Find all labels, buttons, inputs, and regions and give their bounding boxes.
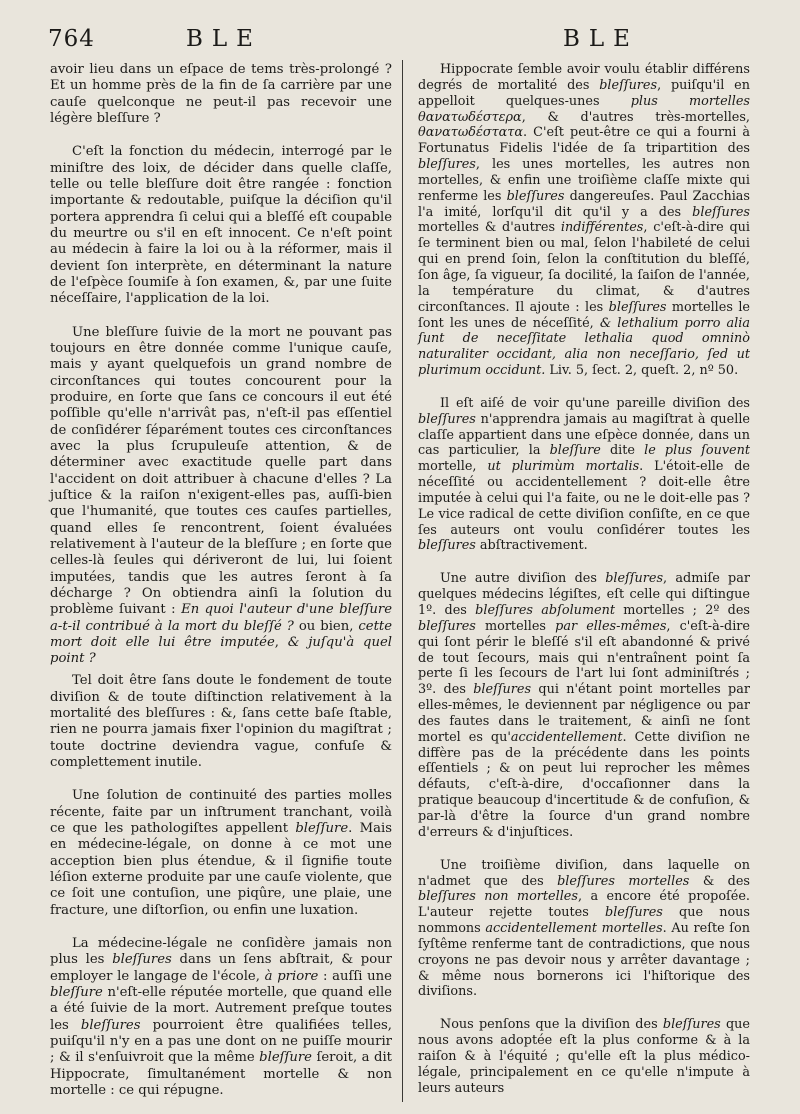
italic-text: bleſſure [50,985,103,1001]
italic-text: ut plurimùm mortalis [487,459,640,475]
body-text: mortelles ; 2º des [615,603,750,618]
body-text: , c'eſt-à-dire qui ſont périr le bleſſé s'il eſt abandonné & privé de tout ſecours, mais qui n'entraînent point ſa perte ſi les ſecours de l'art lui ſont adminiſtrés ; 3º. des [418,618,750,698]
body-text: Nous penſons que la diviſion des [440,1017,663,1033]
italic-text: bleſſure [549,443,601,459]
body-text: mortelle, [418,459,488,475]
italic-text: à priore [264,968,319,984]
italic-text: bleſſures [506,188,565,204]
italic-text: & lethalium porro alia ſunt de neceſſitate lethalia quod omninò naturaliter occidant, alia non neceſſario, ſed ut plurimum occidunt. [418,315,750,379]
column-divider [402,60,403,1102]
body-text: . Cette diviſion ne diffère pas de la précédente dans les points eſſentiels ; & on peut lui reprocher les mêmes défauts, c'eſt-à-dire, d'occaſionner dans la pratique beaucoup d'incertitude & de confuſion, & par-là d'être la ſource d'un grand nombre d'erreurs & d'injuſtices. [418,729,750,840]
body-text: . L'étoit-elle de néceſſité ou accidentellement ? doit-elle être imputée à celui qui l'a faite, ou ne le doit-elle pas ? Le vice radical de cette diviſion conſiſte, en ce que ſes auteurs ont voulu conſidérer toutes les [418,459,751,538]
italic-text: & juſqu'à quel point ? [50,634,392,667]
paragraph [50,325,392,668]
body-text: abſtractivement. [475,538,588,554]
italic-text: bleſſures non mortelles [418,889,578,905]
italic-text: le plus ſouvent [644,443,751,459]
body-text: Une bleſſure ſuivie de la mort ne pouvant pas toujours en être donnée comme l'unique cauſe, mais y ayant quelquefois un grand nombre de circonſtances qui toutes concourent pour la produire, en ſorte que ſans ce concours il eut été poſſible qu'elle n'arrivât pas, n'eſt-il pas eſſentiel de conſidérer ſéparément toutes ces circonſtances avec la plus ſcrupuleuſe attention, & de déterminer avec exactitude quelle part dans l'accident on doit attribuer à chacune d'elles ? La juſtice & la raiſon n'exigent-elles pas, auſſi-bien que l'humanité, que toutes ces cauſes partielles, quand elles ſe rencontrent, ſoient évaluées relativement à l'auteur de la bleſſure ; en ſorte que celles-là ſeules qui dériveront de lui, lui ſoient imputées, tandis que les autres ſeront à ſa décharge ? On obtiendra ainſi la ſolution du problème ſuivant : [50,324,392,618]
italic-text: accidentellement [510,729,623,745]
italic-text: bleſſures [605,571,664,587]
italic-text: par elles-mêmes [555,618,667,634]
italic-text: bleſſures abſolument [475,603,615,618]
italic-text: bleſſures mortelles [557,873,690,889]
body-text: mortelles & d'autres [418,220,561,236]
italic-text: bleſſures [418,157,476,173]
body-text: La médecine-légale ne conſidère jamais non plus les [50,936,392,968]
body-text: , & d'autres très-mortelles, [521,109,750,125]
body-text: dangereuſes. Paul Zacchias l'a imité, lorſqu'il dit qu'il y a des [418,188,750,220]
italic-text: bleſſures [418,538,476,554]
page-header [0,26,800,56]
body-text: Une troiſième diviſion, dans laquelle on n'admet que des [418,857,750,889]
body-text: & des [689,873,750,889]
right-column [418,62,750,1096]
paragraph [418,571,750,840]
body-text: dans un ſens abſtrait, & pour employer le langage de l'école, [50,952,392,984]
page-number: 764 [48,26,95,52]
body-text: . Mais en médecine-légale, on donne à ce mot une acception bien plus étendue, & il ſignifie toute léſion externe produite par une cauſe violente, que ce ſoit une contuſion, une piqûre, une plaie, une fracture, une diſtorſion, ou enfin une luxation. [50,821,392,918]
italic-text: cette mort doit elle lui être imputée [50,618,392,650]
paragraph [50,936,392,1099]
body-text: n'eſt-elle réputée mortelle, que quand elle a été ſuivie de la mort. Autrement preſque toutes les [50,985,392,1033]
body-text: dite [600,443,645,459]
italic-text: bleſſures [599,77,658,93]
paragraph [418,396,750,554]
body-text: mortelles [475,618,556,634]
body-text: Une autre diviſion des [440,571,606,587]
body-text: . C'eſt peut-être ce qui a fourni à Fortunatus Fidelis l'idée de ſa tripartition des [418,125,750,157]
italic-text: accidentellement mortelles [485,921,663,937]
body-text: Il eſt aiſé de voir qu'une pareille diviſion des [440,395,750,411]
paragraph [50,788,392,919]
italic-text: bleſſure [295,821,349,837]
body-text: , c'eſt-à-dire qui ſe terminent bien ou mal, ſelon l'habileté de celui qui en prend ſoin, ſelon la conſtitution du bleſſé, ſon âge, ſa vigueur, ſa docilité, la ſaiſon de l'année, la température du climat, & d'autres circonſtances. Il ajoute : les [418,220,751,315]
body-text: , les unes mortelles, les autres non mortelles, & enfin une troiſième claſſe mixte qui renferme les [418,157,750,204]
paragraph [50,144,392,307]
italic-text: bleſſures [418,411,476,427]
body-text: C'eſt la fonction du médecin, interrogé par le miniſtre des loix, de décider dans quelle claſſe, telle ou telle bleſſure doit être rangée : fonction importante & redoutable, puiſque la déciſion qu'il portera apprendra ſi celui qui a bleſſé eſt coupable du meurtre ou s'il en eſt innocent. Ce n'eſt point au médecin à faire la loi ou à la réformer, mais il devient ſon interprète, en déterminant la nature de l'eſpèce ſoumiſe à ſon examen, &, par une ſuite néceſſaire, l'application de la loi. [50,144,392,307]
body-text: ou bien, [293,618,359,634]
body-text: , puiſqu'il en appelloit quelques-unes [418,77,751,109]
italic-text: bleſſures [692,204,750,220]
italic-text: indifférentes [560,220,644,236]
body-text: n'apprendra jamais au magiſtrat à quelle claſſe appartient dans une eſpèce donnée, dans un cas particulier, la [418,411,750,459]
italic-text: En quoi l'auteur d'une bleſſure a-t-il contribué à la mort du bleſſé ? [50,602,392,634]
italic-text: bleſſures [605,905,663,921]
italic-text: bleſſure [259,1050,312,1066]
italic-text: bleſſures [418,618,476,634]
paragraph [50,62,392,127]
body-text: pourroient être qualifiées telles, puiſqu'il n'y en a pas une dont on ne puiſſe mourir ; & il s'enſuivroit que la même [50,1017,392,1066]
paragraph [418,1017,750,1096]
italic-text: bleſſures [80,1017,141,1033]
body-text: Hippocrate ſemble avoir voulu établir différens degrés de mortalité des [418,62,750,93]
left-column [50,62,392,1099]
body-text: avoir lieu dans un eſpace de tems très-prolongé ? Et un homme près de la fin de ſa carrière par une cauſe quelconque ne peut-il pas recevoir une légère bleſſure ? [50,62,392,126]
body-text: mortelles le ſont les unes de néceſſité, [418,299,750,331]
body-text: que nous avons adoptée eſt la plus conforme & à la raiſon & à l'équité ; qu'elle eſt la plus médico-légale, principalement en ce qu'elle n'impute à leurs auteurs [418,1017,750,1096]
body-text: qui n'étant point mortelles par elles-mêmes, le deviennent par négligence ou par des fautes dans le traitement, & ainſi ne ſont mortel es qu' [418,682,750,745]
italic-text: bleſſures [662,1017,721,1033]
running-head-right: BLE [563,26,639,52]
running-head-left: BLE [186,26,262,52]
italic-text: bleſſures [608,299,667,315]
body-text: ſeroit, a dit Hippocrate, ſimultanément mortelle & non mortelle : ce qui répugne. [50,1050,392,1099]
body-text: . Au reſte ſon ſyſtême renferme tant de contradictions, que nous croyons ne pas devoir nous y arrêter davantage ; & même nous bornerons ici l'hiſtorique des diviſions. [418,921,750,1000]
italic-text: bleſſures [473,682,532,698]
paragraph [50,673,392,771]
body-text: : auſſi une [318,968,392,984]
body-text: , a encore été propoſée. L'auteur rejette toutes [418,889,750,921]
paragraph [418,62,750,379]
paragraph [418,858,750,1001]
body-text: que nous nommons [418,905,750,937]
body-text: , admiſe par quelques médecins légiſtes, eſt celle qui diſtingue 1º. des [418,571,750,618]
body-text: Liv. 5, ſect. 2, queſt. 2, nº 50. [545,363,739,379]
italic-text: bleſſures [112,952,172,968]
body-text: Tel doit être ſans doute le fondement de toute diviſion & de toute diſtinction relativement à la mortalité des bleſſures : &, ſans cette baſe ſtable, rien ne pourra jamais fixer l'opinion du magiſtrat ; toute doctrine deviendra vague, confuſe & complettement inutile. [50,673,392,771]
body-text: , [274,634,288,650]
body-text: Une ſolution de continuité des parties molles récente, faite par un inſtrument tranchant, voilà ce que les pathologiſtes appellent [50,788,392,837]
italic-text: θανατωδέστατα [418,125,524,141]
italic-text: plus mortelles θανατωδέστερα [418,93,750,125]
